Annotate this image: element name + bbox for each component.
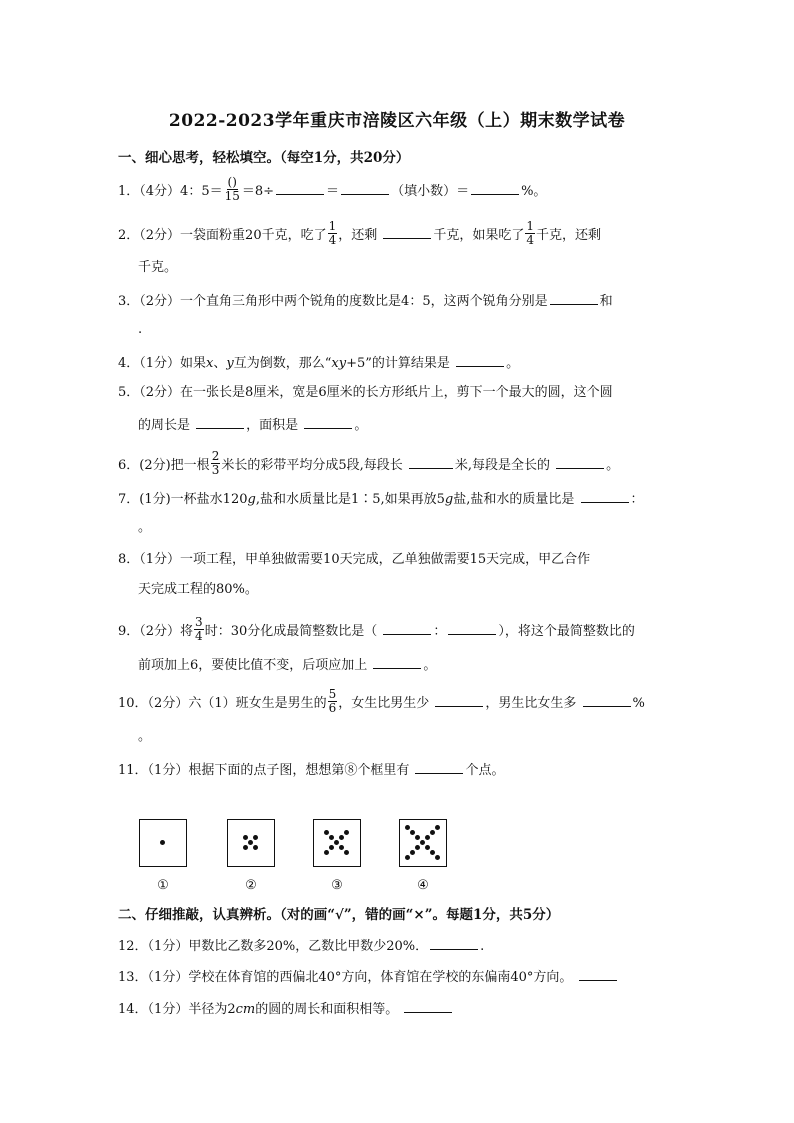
q10-text: ，男生比女生多 <box>485 696 577 711</box>
q7-text: ,盐和水质量比是1∶5,如果再放5 <box>255 492 445 507</box>
q1-text: ＝ <box>326 184 340 199</box>
q7-text: ： <box>630 492 644 507</box>
dot <box>329 835 334 840</box>
q9-text: 。 <box>423 658 437 673</box>
q6-text: 米长的彩带平均分成5段,每段长 <box>221 458 403 473</box>
q4-text: 4．（1分）如果 <box>118 356 207 371</box>
q12-blank[interactable] <box>430 935 478 950</box>
q2-text: ，还剩 <box>338 228 378 243</box>
question-8-line-2: 天完成工程的80%。 <box>138 582 258 597</box>
question-3-line-2: . <box>138 322 143 337</box>
q2-fraction-1: $\frac{1}{4}$ <box>328 219 337 247</box>
q4-text: 互为倒数，那么“ <box>233 356 332 371</box>
dot <box>430 850 435 855</box>
q9-blank-3[interactable] <box>373 654 421 669</box>
figure-label-3: ③ <box>331 878 343 893</box>
q10-text: ，女生比男生少 <box>338 696 430 711</box>
question-9 <box>118 615 635 645</box>
dot <box>435 855 440 860</box>
q4-text: 、 <box>213 356 227 371</box>
q1-blank-3[interactable] <box>471 180 519 195</box>
q10-text: 10．（2分）六（1）班女生是男生的 <box>118 696 327 711</box>
q6-blank-2[interactable] <box>556 454 604 469</box>
q9-blank-2[interactable] <box>448 620 496 635</box>
question-7 <box>118 488 644 510</box>
q1-text: ＝8÷ <box>241 184 275 199</box>
question-10 <box>118 687 645 717</box>
dot-figure-2 <box>227 819 275 867</box>
dot <box>344 830 349 835</box>
dot <box>253 845 258 850</box>
q9-text: ），将这个最简整数比的 <box>498 624 635 639</box>
question-6 <box>118 449 620 479</box>
q6-text: 米,每段是全长的 <box>454 458 551 473</box>
question-1 <box>118 175 547 205</box>
dot-figure-1 <box>139 819 187 867</box>
dot <box>425 835 430 840</box>
q14-unit: cm <box>235 1002 256 1017</box>
q2-fraction-2: $\frac{1}{4}$ <box>526 219 535 247</box>
q14-text: 的圆的周长和面积相等。 <box>255 1002 399 1017</box>
q11-blank[interactable] <box>415 759 463 774</box>
question-12 <box>118 935 484 957</box>
dot <box>324 830 329 835</box>
question-10-line-2: 。 <box>138 729 152 744</box>
q10-fraction: $\frac{5}{6}$ <box>328 687 337 715</box>
q4-var-xy: xy <box>331 356 347 371</box>
dot <box>410 850 415 855</box>
q14-text: 14．（1分）半径为2 <box>118 1002 236 1017</box>
question-3 <box>118 290 613 312</box>
question-2-line-2: 千克。 <box>138 260 178 275</box>
q4-var-x: x <box>206 356 214 371</box>
dot-figure-3 <box>313 819 361 867</box>
q1-blank-1[interactable] <box>276 180 324 195</box>
figure-label-2: ② <box>245 878 257 893</box>
question-4 <box>118 352 519 374</box>
question-8: 8．（1分）一项工程，甲单独做需要10天完成，乙单独做需要15天完成，甲乙合作 <box>118 552 591 567</box>
q7-text: 7．(1分)一杯盐水120 <box>118 492 248 507</box>
dot <box>405 825 410 830</box>
q1-fraction: $\frac{()}{15}$ <box>224 175 240 203</box>
section-1-heading: 一、细心思考，轻松填空。（每空1分，共20分） <box>118 150 410 166</box>
q2-text: 千克，如果吃了 <box>433 228 525 243</box>
q7-unit: g <box>444 492 454 507</box>
q5-text: 的周长是 <box>138 418 191 433</box>
dot <box>253 835 258 840</box>
q5-text: 。 <box>354 418 368 433</box>
dot <box>344 850 349 855</box>
section-2-heading: 二、仔细推敲，认真辨析。（对的画“√”，错的画“×”。每题1分，共5分） <box>118 907 560 923</box>
q2-text: 2．（2分）一袋面粉重20千克，吃了 <box>118 228 327 243</box>
q3-blank-1[interactable] <box>550 290 598 305</box>
question-5: 5．（2分）在一张长是8厘米，宽是6厘米的长方形纸片上，剪下一个最大的圆，这个圆 <box>118 385 613 400</box>
q12-text: . <box>480 939 485 954</box>
q6-text: 6．(2分)把一根 <box>118 458 210 473</box>
dot <box>243 845 248 850</box>
q1-blank-2[interactable] <box>341 180 389 195</box>
dot <box>339 835 344 840</box>
q9-text: 前项加上6，要使比值不变，后项应加上 <box>138 658 368 673</box>
q1-text: %。 <box>521 184 547 199</box>
q5-blank-2[interactable] <box>304 414 352 429</box>
dot <box>243 835 248 840</box>
q5-text: ，面积是 <box>246 418 299 433</box>
question-7-line-2: 。 <box>138 520 152 535</box>
q2-text: 千克，还剩 <box>536 228 602 243</box>
q2-blank-1[interactable] <box>383 224 431 239</box>
dot <box>324 850 329 855</box>
q1-text: 1．（4分）4：5＝ <box>118 184 223 199</box>
q12-text: 12．（1分）甲数比乙数多20%，乙数比甲数少20%． <box>118 939 429 954</box>
figure-label-1: ① <box>157 878 169 893</box>
q13-text: 13．（1分）学校在体育馆的西偏北40°方向，体育馆在学校的东偏南40°方向。 <box>118 970 573 985</box>
q7-blank-1[interactable] <box>581 488 629 503</box>
figure-label-4: ④ <box>417 878 429 893</box>
q7-unit: g <box>247 492 256 507</box>
q4-text: +5”的计算结果是 <box>346 356 450 371</box>
q7-text: 盐,盐和水的质量比是 <box>453 492 575 507</box>
q3-text: 和 <box>599 294 613 309</box>
dot <box>435 825 440 830</box>
q3-text: 3．（2分）一个直角三角形中两个锐角的度数比是4：5，这两个锐角分别是 <box>118 294 548 309</box>
q14-blank[interactable] <box>404 998 452 1013</box>
dot <box>415 845 420 850</box>
question-13 <box>118 966 619 988</box>
dot <box>248 840 253 845</box>
q9-text: 时：30分化成最简整数比是（ <box>204 624 378 639</box>
dot <box>334 840 339 845</box>
dot <box>410 830 415 835</box>
question-9-line-2 <box>138 654 436 676</box>
dot <box>405 855 410 860</box>
dot <box>425 845 430 850</box>
q4-text: 。 <box>506 356 520 371</box>
dot <box>420 840 425 845</box>
question-14 <box>118 998 454 1020</box>
question-11 <box>118 759 504 781</box>
q6-blank-1[interactable] <box>409 454 453 469</box>
q9-text: ： <box>433 624 447 639</box>
q4-var-y: y <box>226 356 234 371</box>
dot <box>339 845 344 850</box>
q6-text: 。 <box>606 458 620 473</box>
q9-text: 9．（2分）将 <box>118 624 194 639</box>
q10-blank-1[interactable] <box>435 692 483 707</box>
question-5-line-2 <box>138 414 367 436</box>
q4-blank[interactable] <box>456 352 504 367</box>
page-title: 2022-2023学年重庆市涪陵区六年级（上）期末数学试卷 <box>168 111 626 131</box>
dot <box>329 845 334 850</box>
q10-text: % <box>632 696 645 711</box>
q6-fraction: $\frac{2}{3}$ <box>211 449 220 477</box>
q9-fraction: $\frac{3}{4}$ <box>195 615 203 643</box>
q10-blank-2[interactable] <box>583 692 631 707</box>
q11-text: 个点。 <box>465 763 505 778</box>
dot <box>160 840 165 845</box>
q5-blank-1[interactable] <box>196 414 244 429</box>
q1-text: （填小数）＝ <box>391 184 470 199</box>
dot <box>415 835 420 840</box>
dot-figure-4 <box>399 819 447 867</box>
q9-blank-1[interactable] <box>383 620 431 635</box>
q13-blank[interactable] <box>579 966 617 981</box>
dot <box>430 830 435 835</box>
q11-text: 11．（1分）根据下面的点子图，想想第⑧个框里有 <box>118 763 410 778</box>
question-2 <box>118 219 602 249</box>
